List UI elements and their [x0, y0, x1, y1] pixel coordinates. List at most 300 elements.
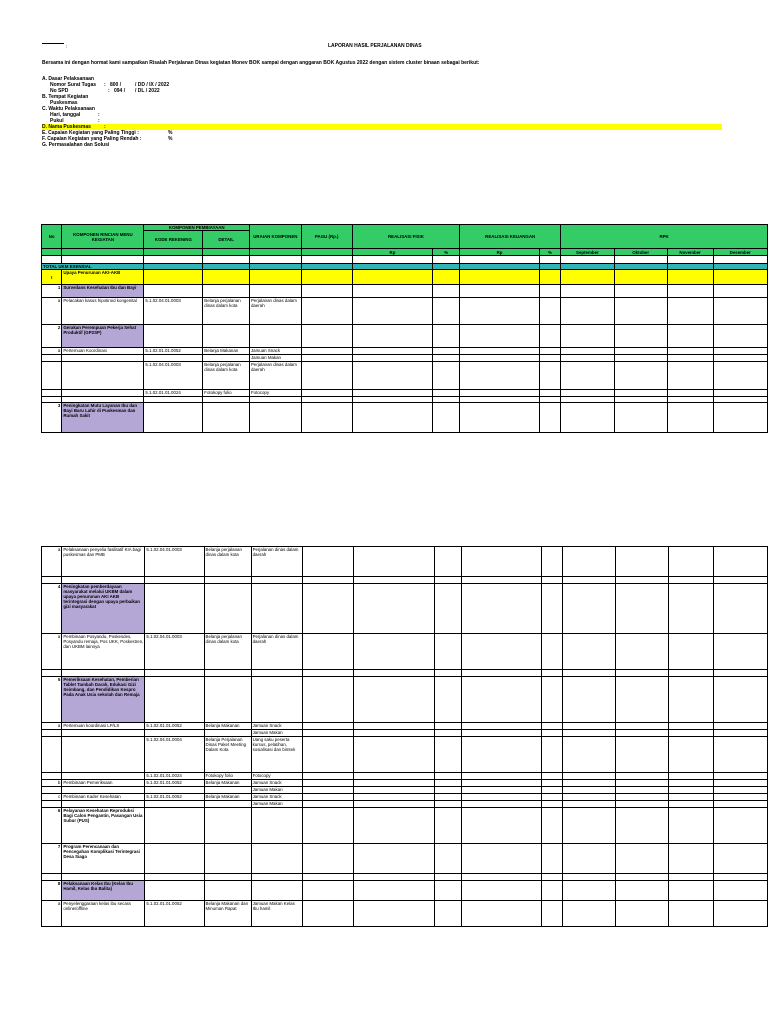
- table-cell: [303, 901, 354, 927]
- capaian-rendah-unit: %: [168, 136, 173, 142]
- table-cell: [303, 737, 354, 773]
- table-cell: [144, 256, 203, 264]
- table-cell: [539, 403, 560, 433]
- table-cell: [203, 285, 250, 298]
- table-cell: [42, 249, 62, 256]
- table-cell: [354, 584, 435, 634]
- table-cell: [435, 547, 462, 577]
- table-cell: [435, 844, 462, 874]
- table-cell: Jamuan Snack: [251, 780, 303, 787]
- table-cell: 5.1.02.01.01.0052: [145, 780, 204, 787]
- table-cell: [561, 298, 614, 325]
- table-cell: [354, 794, 435, 801]
- table-cell: [541, 801, 562, 808]
- section-row: [42, 270, 768, 285]
- table-cell: [144, 325, 203, 348]
- table-cell: [251, 584, 303, 634]
- table-cell: [144, 270, 203, 285]
- table-cell: [352, 362, 432, 390]
- table-cell: [303, 787, 354, 794]
- table-cell: [667, 362, 713, 390]
- table-cell: [203, 325, 250, 348]
- table-cell: [204, 577, 251, 584]
- table-cell: [668, 808, 713, 844]
- table-cell: a: [42, 634, 62, 670]
- table-row: [42, 794, 768, 801]
- table-cell: [251, 670, 303, 677]
- table-cell: [145, 844, 204, 874]
- table-cell: [352, 403, 432, 433]
- table-cell: [614, 362, 667, 390]
- table-cell: [460, 362, 540, 390]
- table-cell: Belanja Makanan: [204, 794, 251, 801]
- table-cell: [713, 285, 767, 298]
- table-cell: [354, 874, 435, 881]
- table-cell: [303, 670, 354, 677]
- table-cell: [203, 256, 250, 264]
- table-cell: [62, 362, 144, 390]
- table-cell: [145, 808, 204, 844]
- th-pagu: PAGU (Rp.): [301, 225, 352, 249]
- p4k-label: Program Perencanaan dan Pencegahan Komplikasi Terintegrasi Desa Siaga: [62, 844, 145, 874]
- table-cell: [435, 730, 462, 737]
- table-cell: [460, 298, 540, 325]
- table-cell: [714, 670, 768, 677]
- nomor-code: 800 /: [110, 82, 122, 88]
- table-cell: Perjalanan dinas dalam daerah: [249, 362, 301, 390]
- table-row: [42, 737, 768, 773]
- table-cell: [433, 390, 460, 397]
- table-cell: [433, 325, 460, 348]
- table-cell: [714, 901, 768, 927]
- table-cell: [563, 780, 616, 787]
- table-cell: [249, 270, 301, 285]
- table-cell: [435, 881, 462, 901]
- permasalahan-label: G. Permasalahan dan Solusi: [42, 142, 110, 148]
- table-cell: [668, 584, 713, 634]
- table-cell: [251, 881, 303, 901]
- table-cell: Perjalanan dinas dalam daerah: [251, 634, 303, 670]
- table-row: [42, 730, 768, 737]
- table-cell: [541, 844, 562, 874]
- table-cell: [42, 730, 62, 737]
- table-cell: [614, 325, 667, 348]
- table-cell: b: [42, 780, 62, 787]
- table-cell: [42, 801, 62, 808]
- table-cell: [667, 348, 713, 355]
- table-cell: 5.1.02.01.01.0052: [145, 794, 204, 801]
- table-cell: [462, 670, 542, 677]
- table-cell: [62, 390, 144, 397]
- table-cell: [251, 677, 303, 723]
- table-cell: [541, 794, 562, 801]
- table-cell: [301, 256, 352, 264]
- table-cell: 5.1.02.04.01.0003: [145, 547, 204, 577]
- table-cell: [668, 577, 713, 584]
- table-cell: [668, 844, 713, 874]
- table-cell: [667, 285, 713, 298]
- header-colon: :: [66, 44, 68, 50]
- table-cell: [615, 901, 668, 927]
- table-cell: [462, 730, 542, 737]
- table-cell: [462, 723, 542, 730]
- table-cell: [541, 808, 562, 844]
- table-cell: [539, 362, 560, 390]
- table-cell: [354, 901, 435, 927]
- capaian-tinggi-unit: %: [168, 130, 173, 136]
- table-cell: [713, 270, 767, 285]
- table-cell: [204, 844, 251, 874]
- table-cell: [563, 874, 616, 881]
- table-cell: [563, 547, 616, 577]
- header-underline: [42, 43, 64, 44]
- table-row: [42, 881, 768, 901]
- table-cell: [460, 355, 540, 362]
- table-cell: [352, 270, 432, 285]
- table-row: [42, 325, 768, 348]
- table-cell: Belanja perjalanan dinas dalam kota: [204, 634, 251, 670]
- table-cell: [301, 249, 352, 256]
- table-cell: [563, 901, 616, 927]
- table-cell: [62, 249, 144, 256]
- table-row: [42, 677, 768, 723]
- th-fisik: REALISASI FISIK: [352, 225, 459, 249]
- th-november: November: [667, 249, 713, 256]
- table-cell: [301, 325, 352, 348]
- table-cell: 1: [42, 285, 62, 298]
- table-cell: [561, 362, 614, 390]
- table-cell: [145, 801, 204, 808]
- table-cell: [614, 298, 667, 325]
- table-cell: [561, 348, 614, 355]
- table-cell: 5.1.02.04.01.0003: [145, 634, 204, 670]
- table-cell: [667, 256, 713, 264]
- table-cell: [667, 403, 713, 433]
- table-cell: [714, 577, 768, 584]
- table-cell: 5.1.02.04.01.0003: [144, 298, 203, 325]
- table-cell: [62, 787, 145, 794]
- table-cell: [541, 737, 562, 773]
- table-cell: 2: [42, 325, 62, 348]
- table-cell: [714, 634, 768, 670]
- table-cell: [204, 801, 251, 808]
- table-cell: [614, 285, 667, 298]
- table-cell: a: [42, 901, 62, 927]
- table-cell: [303, 577, 354, 584]
- table-cell: 5.1.02.01.01.0052: [145, 901, 204, 927]
- table-cell: [203, 403, 250, 433]
- table-cell: Fotocopy: [251, 773, 303, 780]
- table-cell: Belanja Makanan dan Minuman Rapat: [204, 901, 251, 927]
- table-cell: [668, 773, 713, 780]
- table-cell: [615, 670, 668, 677]
- table-cell: [435, 901, 462, 927]
- table-cell: [714, 737, 768, 773]
- table-cell: [541, 584, 562, 634]
- table-cell: [561, 403, 614, 433]
- table-cell: [204, 670, 251, 677]
- table-cell: [301, 390, 352, 397]
- table-cell: [539, 285, 560, 298]
- table-cell: [563, 881, 616, 901]
- table-cell: [433, 362, 460, 390]
- table-cell: [303, 881, 354, 901]
- table-cell: [354, 730, 435, 737]
- table-cell: [354, 844, 435, 874]
- table-cell: [714, 730, 768, 737]
- table-cell: [668, 901, 713, 927]
- table-cell: [144, 355, 203, 362]
- table-cell: Jamuan Snack: [251, 723, 303, 730]
- table-cell: [435, 737, 462, 773]
- table-cell: [301, 355, 352, 362]
- table-cell: Jamuan Makan: [251, 787, 303, 794]
- table-cell: [204, 881, 251, 901]
- table-cell: [42, 362, 62, 390]
- th-komponen: KOMPONEN RINCIAN MENU KEGIATAN: [62, 225, 144, 249]
- table-row: [42, 348, 768, 355]
- header-row-3: [42, 249, 768, 256]
- table-cell: [42, 737, 62, 773]
- table-cell: [563, 577, 616, 584]
- info-block: [42, 76, 722, 148]
- th-no: No: [42, 225, 62, 249]
- puskesmas-sep: :: [104, 124, 106, 130]
- table-cell: [435, 787, 462, 794]
- table-cell: [62, 773, 145, 780]
- table-cell: [615, 730, 668, 737]
- table-cell: [614, 355, 667, 362]
- table-cell: [42, 670, 62, 677]
- table-cell: [667, 298, 713, 325]
- table-cell: 5.1.02.04.01.0003: [144, 362, 203, 390]
- table-cell: [668, 730, 713, 737]
- table-cell: [714, 881, 768, 901]
- table-cell: [460, 325, 540, 348]
- table-cell: [615, 874, 668, 881]
- table-cell: [354, 808, 435, 844]
- table-cell: [615, 773, 668, 780]
- table-cell: 4: [42, 584, 62, 634]
- table-row: [42, 298, 768, 325]
- table-cell: [62, 801, 145, 808]
- table-cell: [615, 780, 668, 787]
- table-cell: [615, 808, 668, 844]
- table-cell: Penyelenggaraan kelas ibu secara online/offline: [62, 901, 145, 927]
- table-cell: [303, 677, 354, 723]
- table-cell: [203, 355, 250, 362]
- table-cell: [204, 787, 251, 794]
- gp2sp-label: Gerakan Perempuan Pekerja Sehat Produktif (GP2SP): [62, 325, 144, 348]
- table-cell: [352, 256, 432, 264]
- table-cell: [251, 874, 303, 881]
- th-uraian: URAIAN KOMPONEN: [249, 225, 301, 249]
- table-cell: [668, 737, 713, 773]
- spd-label: No SPD: [50, 88, 69, 94]
- table-cell: Jamuan Makan: [251, 801, 303, 808]
- table-cell: [713, 390, 767, 397]
- table-cell: [435, 801, 462, 808]
- table-cell: [462, 577, 542, 584]
- table-row: [42, 403, 768, 433]
- table-row: [42, 780, 768, 787]
- table-row: [42, 634, 768, 670]
- table-cell: [714, 773, 768, 780]
- th-keuangan: REALISASI KEUANGAN: [460, 225, 561, 249]
- table-cell: [204, 677, 251, 723]
- table-cell: [615, 547, 668, 577]
- table-cell: [563, 584, 616, 634]
- spd-sep: :: [108, 88, 110, 94]
- table-cell: [251, 577, 303, 584]
- pemeriksaan-label: Pemeriksaan Kesehatan, Pemberian Tablet Tambah Darah, Edukasi Gizi Seimbang, dan Pendidikan Kespro Pada Anak Usia sekolah dan Remaja: [62, 677, 145, 723]
- table-cell: [354, 577, 435, 584]
- table-cell: [352, 325, 432, 348]
- table-cell: [303, 780, 354, 787]
- table-cell: [251, 808, 303, 844]
- table-cell: [433, 348, 460, 355]
- th-rpk: RPK: [561, 225, 768, 249]
- table-cell: [203, 249, 250, 256]
- capaian-rendah-label: F. Capaian Kegiatan yang Paling Rendah :: [42, 136, 142, 142]
- table-cell: [541, 874, 562, 881]
- th-rp: Rp: [352, 249, 432, 256]
- mutu-layanan-label: Peningkatan Mutu Layanan Ibu dan Bayi Baru Lahir di Puskesmas dan Rumah Sakit: [62, 403, 144, 433]
- table-cell: [614, 403, 667, 433]
- table-cell: Pertemuan Koordinasi: [62, 348, 144, 355]
- table-cell: 5.1.02.04.01.0004: [145, 737, 204, 773]
- table-cell: [563, 808, 616, 844]
- table-cell: [249, 325, 301, 348]
- table-cell: [541, 773, 562, 780]
- table-cell: [144, 403, 203, 433]
- dasar-label: A. Dasar Pelaksanaan: [42, 76, 94, 82]
- table-cell: [354, 737, 435, 773]
- report-table-page2: [41, 546, 768, 927]
- table-cell: [303, 634, 354, 670]
- table-cell: [301, 348, 352, 355]
- table-cell: [204, 730, 251, 737]
- table-cell: [251, 844, 303, 874]
- table-cell: [460, 390, 540, 397]
- hari-label: Hari, tanggal: [50, 112, 81, 118]
- report-table-page1: [41, 224, 768, 433]
- puskesmas-label: D. Nama Puskesmas: [42, 124, 91, 130]
- table-cell: Belanja Makanan: [204, 723, 251, 730]
- table-cell: [462, 844, 542, 874]
- table-cell: 6: [42, 808, 62, 844]
- table-cell: [303, 844, 354, 874]
- table-row: [42, 723, 768, 730]
- table-cell: 5.1.02.01.01.0024: [144, 390, 203, 397]
- th-desember: Desember: [713, 249, 767, 256]
- table-cell: [462, 794, 542, 801]
- surveilans-label: Surveilans Kesehatan Ibu dan Bayi: [62, 285, 144, 298]
- table-cell: [615, 677, 668, 723]
- table-cell: [563, 730, 616, 737]
- nomor-sep: :: [104, 82, 106, 88]
- table-cell: [541, 787, 562, 794]
- table-cell: Perjalanan dinas dalam daerah: [249, 298, 301, 325]
- table-cell: [42, 390, 62, 397]
- table-cell: [462, 584, 542, 634]
- spd-tail: / DL / 2022: [135, 88, 160, 94]
- table-cell: [615, 737, 668, 773]
- table-cell: [145, 584, 204, 634]
- table-cell: [668, 723, 713, 730]
- table-cell: [204, 874, 251, 881]
- table-cell: [352, 348, 432, 355]
- th-detail: DETAIL: [203, 231, 250, 249]
- table-cell: [352, 390, 432, 397]
- table-cell: [668, 874, 713, 881]
- table-cell: [301, 270, 352, 285]
- table-cell: [354, 723, 435, 730]
- table-cell: [42, 773, 62, 780]
- table-cell: Fotokopy folio: [203, 390, 250, 397]
- table-cell: [303, 794, 354, 801]
- table-cell: Pelaksanaan penyelia fasilitatif KIA bagi puskesmas dan PMB: [62, 547, 145, 577]
- table-cell: [563, 634, 616, 670]
- table-cell: [42, 256, 62, 264]
- table-cell: [460, 285, 540, 298]
- table-cell: a: [42, 723, 62, 730]
- table-cell: [352, 298, 432, 325]
- table-row: [42, 584, 768, 634]
- table-cell: Jamuan Snack: [249, 348, 301, 355]
- table-cell: a: [42, 298, 62, 325]
- table-cell: [713, 325, 767, 348]
- table-cell: [462, 677, 542, 723]
- table-cell: 5: [42, 677, 62, 723]
- table-cell: [42, 355, 62, 362]
- table-cell: [303, 547, 354, 577]
- table-row: [42, 808, 768, 844]
- table-cell: [713, 256, 767, 264]
- table-cell: [615, 723, 668, 730]
- table-cell: 5.1.02.01.01.0052: [144, 348, 203, 355]
- table-cell: [303, 730, 354, 737]
- table-cell: [713, 348, 767, 355]
- table-cell: [615, 801, 668, 808]
- table-cell: [668, 801, 713, 808]
- table-cell: [301, 298, 352, 325]
- table-cell: [62, 577, 145, 584]
- th-rp2: Rp: [460, 249, 540, 256]
- table-cell: [435, 677, 462, 723]
- table-cell: [433, 298, 460, 325]
- table-cell: [563, 677, 616, 723]
- table-cell: [714, 584, 768, 634]
- table-cell: [668, 780, 713, 787]
- table-cell: [561, 390, 614, 397]
- table-cell: [561, 256, 614, 264]
- table-cell: [354, 881, 435, 901]
- table-cell: Belanja Makanan: [203, 348, 250, 355]
- table-cell: [713, 298, 767, 325]
- table-cell: Fotokopy folio: [204, 773, 251, 780]
- table-cell: [435, 670, 462, 677]
- table-cell: a: [42, 348, 62, 355]
- table-row: [42, 547, 768, 577]
- table-cell: [145, 730, 204, 737]
- table-cell: a: [42, 547, 62, 577]
- table-cell: Jamuan Snack: [251, 794, 303, 801]
- spd-code: 094 /: [114, 88, 126, 94]
- table-cell: [145, 881, 204, 901]
- th-kode: KODE REKENING: [144, 231, 203, 249]
- table-cell: [352, 285, 432, 298]
